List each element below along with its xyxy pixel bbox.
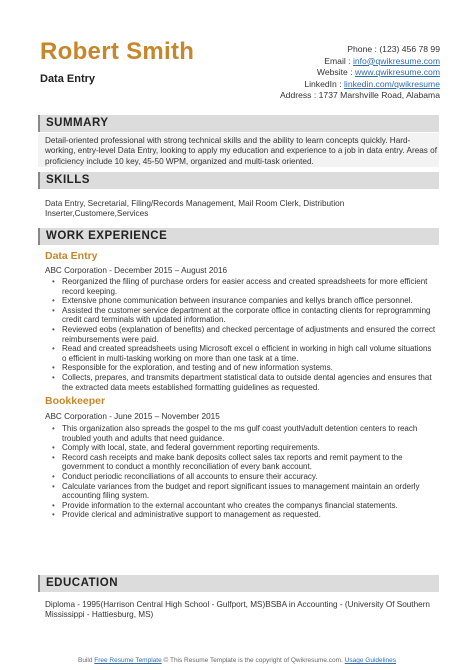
job-meta: ABC Corporation - June 2015 – November 2015 xyxy=(45,412,220,421)
skills-text: Data Entry, Secretarial, Filing/Records Management, Mail Room Clerk, Distribution Inserter,Customere,Services xyxy=(45,199,345,219)
footer xyxy=(0,657,474,664)
contact-linkedin xyxy=(280,79,440,91)
footer-copyright: © This Resume Template is the copyright of Qwikresume.com. xyxy=(161,657,345,664)
contact-email xyxy=(280,56,440,68)
website-label: Website : xyxy=(316,67,355,78)
email-link[interactable]: info@qwikresume.com xyxy=(352,55,440,66)
list-item: • Conduct periodic reconciliations of all accounts to ensure their accuracy. xyxy=(52,472,436,482)
experience-heading: WORK EXPERIENCE xyxy=(46,230,168,242)
linkedin-link[interactable]: linkedin.com/qwikresume xyxy=(344,78,440,89)
usage-guidelines-link[interactable]: Usage Guidelines xyxy=(344,657,397,664)
list-item: • This organization also spreads the gospel to the ms gulf coast youth/adult detention centers to reach troubled youth and adults that need guidance. xyxy=(52,424,436,443)
linkedin-label: LinkedIn : xyxy=(304,78,344,89)
contact-website xyxy=(280,67,440,79)
list-item: • Provide information to the external accountant who creates the companys financial statements. xyxy=(52,501,436,511)
list-item: • Responsible for the exploration, and testing and of new information systems. xyxy=(52,363,436,373)
job-title-header: Data Entry xyxy=(40,73,96,85)
education-text: Diploma - 1995(Harrison Central High School - Gulfport, MS)BSBA in Accounting - (University Of Southern Mississippi - Hattiesburg, MS) xyxy=(45,600,430,620)
candidate-name: Robert Smith xyxy=(40,38,195,65)
list-item: • Reviewed eobs (explanation of benefits) and checked percentage of adjustments and ensured the correct reimbursements were paid. xyxy=(52,325,436,344)
list-item: • Record cash receipts and make bank deposits collect sales tax reports and remit payment to the government to conduct a monthly reconciliation of every bank account. xyxy=(52,453,436,472)
list-item: • Assisted the customer service department at the corporate office in contacting clients for reprogramming credit card terminals with updated information. xyxy=(52,306,436,325)
contact-phone xyxy=(280,44,440,56)
phone-value: (123) 456 78 99 xyxy=(379,44,440,54)
email-label: Email : xyxy=(324,55,353,66)
education-heading-bar xyxy=(38,575,439,592)
summary-heading-bar xyxy=(38,115,439,132)
job-meta: ABC Corporation - December 2015 – August 2016 xyxy=(45,266,228,275)
contact-block xyxy=(280,44,440,102)
list-item: • Read and created spreadsheets using Microsoft excel o efficient in working in high call volume situations o efficient in multi-tasking working on more than one task at a time. xyxy=(52,344,436,363)
job-bullets xyxy=(52,277,436,392)
contact-address xyxy=(280,90,440,102)
list-item: • Collects, prepares, and transmits department statistical data to outside dental agencies and ensures that the extracted data meets established formatting guidelines as requested. xyxy=(52,373,436,392)
list-item: • Calculate variances from the budget and report significant issues to management maintain an orderly accounting filing system. xyxy=(52,482,436,501)
summary-heading: SUMMARY xyxy=(46,117,109,129)
address-label: Address : xyxy=(279,90,319,101)
job-bullets xyxy=(52,424,436,520)
job-title: Data Entry xyxy=(45,250,98,262)
skills-heading: SKILLS xyxy=(46,174,90,186)
skills-heading-bar xyxy=(38,172,439,189)
footer-prefix: Build xyxy=(77,657,95,664)
job-title: Bookkeeper xyxy=(45,395,106,407)
education-heading: EDUCATION xyxy=(46,577,119,589)
free-resume-template-link[interactable]: Free Resume Template xyxy=(94,657,162,664)
list-item: • Reorganized the filing of purchase orders for easier access and created spreadsheets for more efficient record keeping. xyxy=(52,277,436,296)
experience-heading-bar xyxy=(38,228,439,245)
list-item: • Provide clerical and administrative support to management as requested. xyxy=(52,510,436,520)
summary-text: Detail-oriented professional with strong technical skills and the ability to learn concepts quickly. Hard-working, entry-level Data Entry, looking to apply my education and experience to a job in data entry. Areas of proficiency include 10 key, 45-50 WPM, organized and multi-task oriented. xyxy=(45,136,438,166)
list-item: • Extensive phone communication between insurance companies and kellys branch office personnel. xyxy=(52,296,436,306)
address-value: 1737 Marshville Road, Alabama xyxy=(318,90,440,101)
phone-label: Phone : xyxy=(347,44,380,54)
list-item: • Comply with local, state, and federal government reporting requirements. xyxy=(52,443,436,453)
website-link[interactable]: www.qwikresume.com xyxy=(354,67,440,78)
